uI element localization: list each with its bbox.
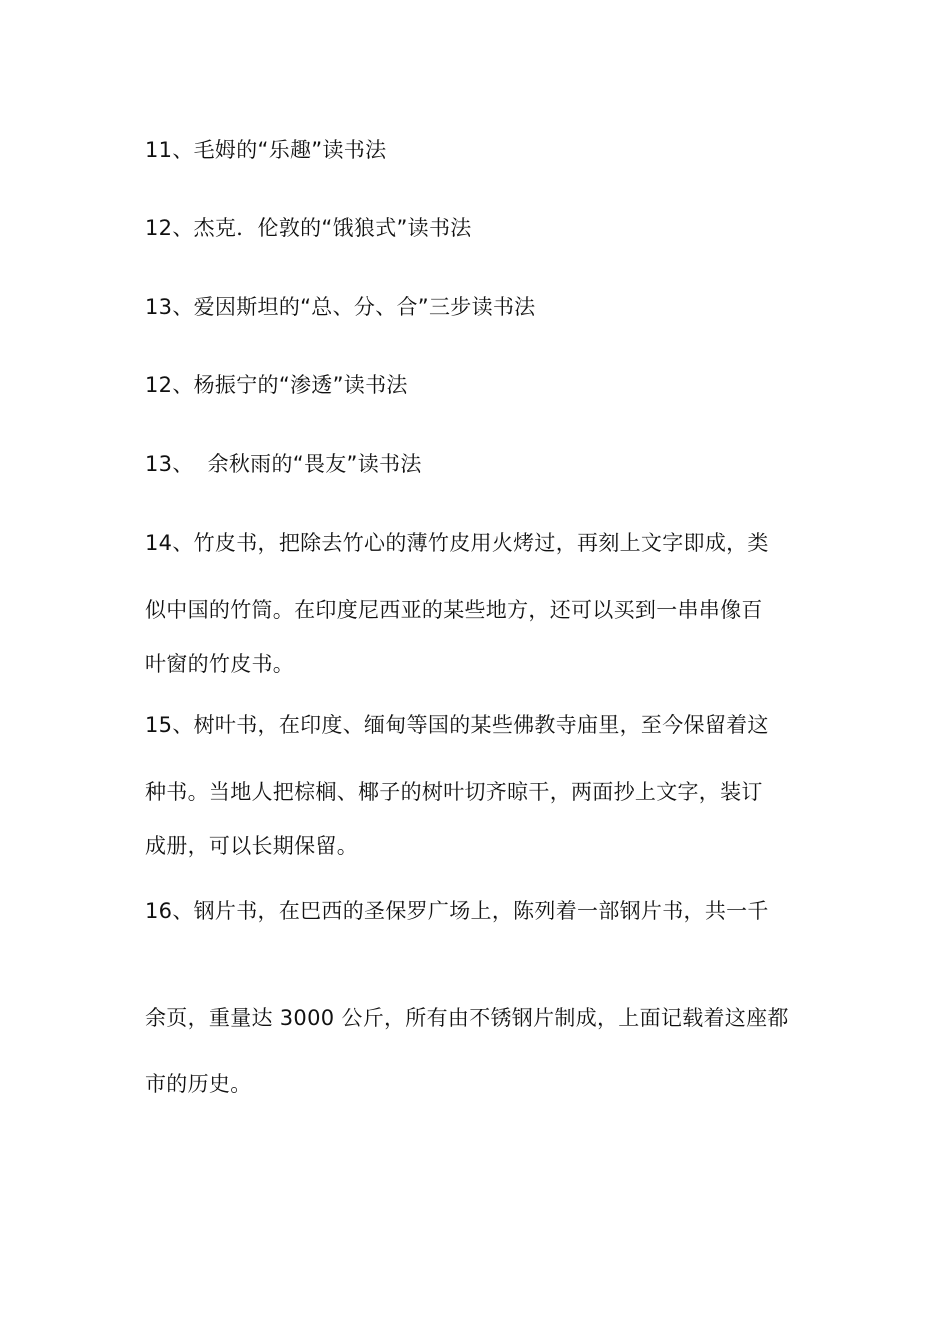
text-line-13: 余页，重量达 3000 公斤，所有由不锈钢片制成，上面记载着这座都 [145, 1006, 789, 1030]
text-line-9: 15、树叶书，在印度、缅甸等国的某些佛教寺庙里，至今保留着这 [145, 713, 769, 737]
text-line-14: 市的历史。 [145, 1072, 252, 1096]
text-line-11: 成册，可以长期保留。 [145, 834, 358, 858]
text-line-10: 种书。当地人把棕榈、椰子的树叶切齐晾干，两面抄上文字，装订 [145, 780, 763, 804]
text-line-6: 14、竹皮书，把除去竹心的薄竹皮用火烤过，再刻上文字即成，类 [145, 531, 769, 555]
text-line-1: 11、毛姆的“乐趣”读书法 [145, 138, 387, 162]
text-line-12: 16、钢片书，在巴西的圣保罗广场上，陈列着一部钢片书，共一千 [145, 899, 769, 923]
text-line-7: 似中国的竹筒。在印度尼西亚的某些地方，还可以买到一串串像百 [145, 598, 763, 622]
text-line-5: 13、 余秋雨的“畏友”读书法 [145, 452, 422, 476]
text-line-2: 12、杰克．伦敦的“饿狼式”读书法 [145, 216, 472, 240]
text-line-8: 叶窗的竹皮书。 [145, 652, 295, 676]
text-line-4: 12、杨振宁的“渗透”读书法 [145, 373, 408, 397]
text-line-3: 13、爱因斯坦的“总、分、合”三步读书法 [145, 295, 536, 319]
